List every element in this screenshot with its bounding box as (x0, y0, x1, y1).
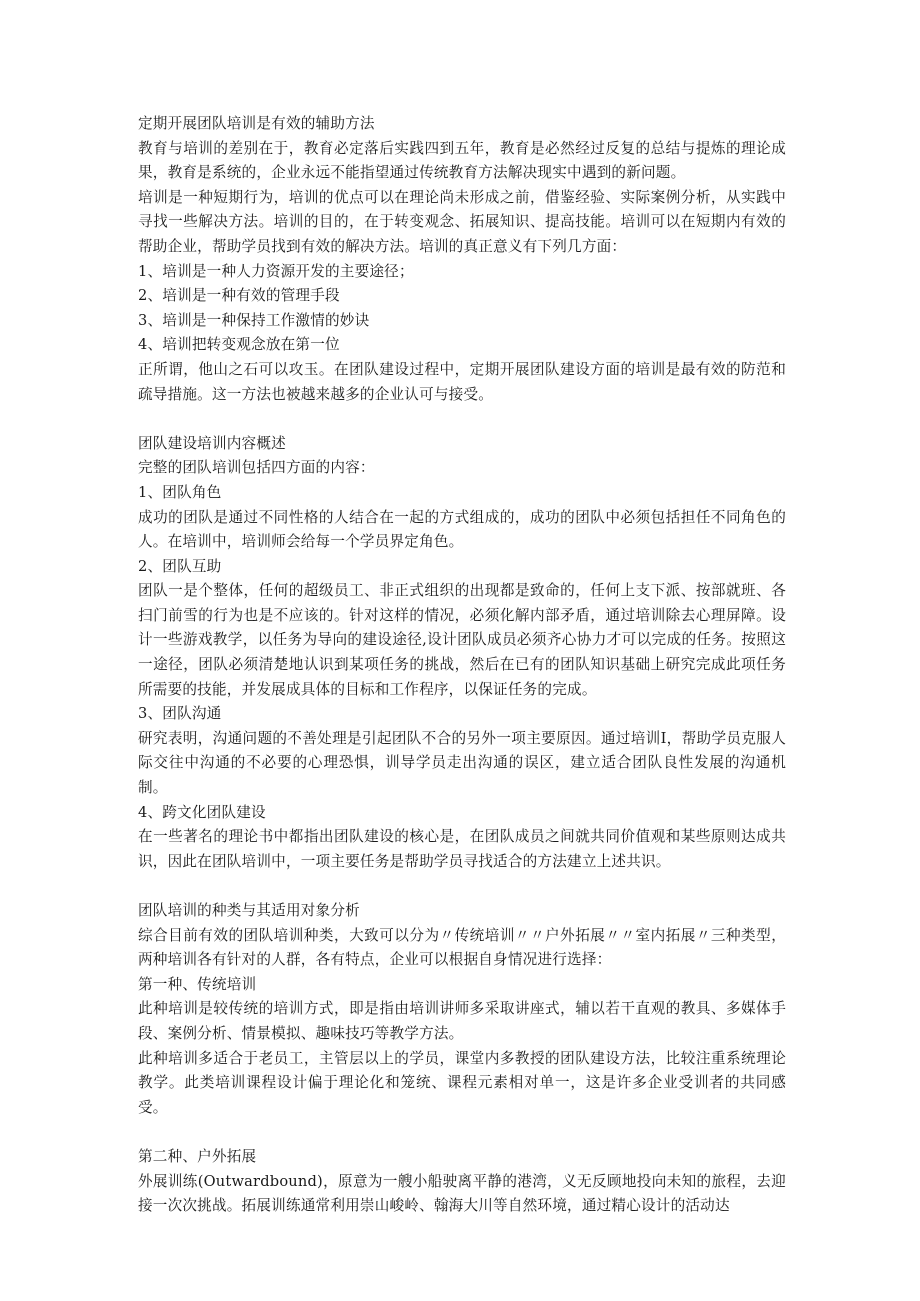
list-item: 4、培训把转变观念放在第一位 (138, 336, 340, 354)
paragraph: 教育与培训的差别在于，教育必定落后实践四到五年，教育是必然经过反复的总结与提炼的理论成果，教育是系统的，企业永远不能指望通过传统教育方法解决现实中遇到的新问题。 (138, 139, 786, 182)
section-heading: 团队培训的种类与其适用对象分析 (138, 902, 360, 919)
paragraph: 研究表明，沟通问题的不善处理是引起团队不合的另外一项主要原因。通过培训I，帮助学员克服人际交往中沟通的不必要的心理恐惧，训导学员走出沟通的误区，建立适合团队良性发展的沟通机制。 (138, 729, 786, 797)
document-body (138, 112, 786, 1219)
paragraph: 培训是一种短期行为，培训的优点可以在理论尚未形成之前，借鉴经验、实际案例分析，从实践中寻找一些解决方法。培训的目的，在于转变观念、拓展知识、提高技能。培训可以在短期内有效的帮助企业，帮助学员找到有效的解决方法。培训的真正意义有下列几方面： (138, 188, 786, 255)
subheading: 3、团队沟通 (138, 705, 222, 723)
subheading: 4、跨文化团队建设 (138, 803, 266, 821)
section-spacer (138, 1120, 786, 1145)
paragraph: 外展训练(Outwardbound)，原意为一艘小船驶离平静的港湾，义无反顾地投向未知的旅程，去迎接一次次挑战。拓展训练通常利用崇山峻岭、翰海大川等自然环境，通过精心设计的活动达 (138, 1172, 786, 1215)
subheading: 1、团队角色 (138, 483, 222, 501)
paragraph: 综合目前有效的团队培训种类，大致可以分为〃传统培训〃〃户外拓展〃〃室内拓展〃三种类型，两种培训各有针对的人群，各有特点，企业可以根据自身情况进行选择： (138, 926, 786, 969)
paragraph: 此种培训多适合于老员工，主管层以上的学员，课堂内多教授的团队建设方法，比较注重系统理论教学。此类培训课程设计偏于理论化和笼统、课程元素相对单一，这是许多企业受训者的共同感受。 (138, 1049, 786, 1116)
list-item: 3、培训是一种保持工作激情的妙诀 (138, 311, 370, 329)
subheading: 2、团队互助 (138, 557, 222, 575)
paragraph: 正所谓，他山之石可以攻玉。在团队建设过程中，定期开展团队建设方面的培训是最有效的防范和疏导措施。这一方法也被越来越多的企业认可与接受。 (138, 360, 786, 403)
list-item: 1、培训是一种人力资源开发的主要途径； (138, 262, 414, 280)
subheading: 第一种、传统培训 (138, 975, 257, 993)
list-item: 2、培训是一种有效的管理手段 (138, 287, 340, 305)
section-heading: 第二种、户外拓展 (138, 1147, 257, 1165)
section-heading: 团队建设培训内容概述 (138, 434, 286, 452)
section-spacer (138, 407, 786, 432)
paragraph: 此种培训是较传统的培训方式，即是指由培训讲师多采取讲座式，辅以若干直观的教具、多媒体手段、案例分析、情景模拟、趣味技巧等教学方法。 (138, 1000, 786, 1042)
section-heading: 定期开展团队培训是有效的辅助方法 (138, 115, 375, 132)
paragraph: 在一些著名的理论书中都指出团队建设的核心是，在团队成员之间就共同价值观和某些原则达成共识，因此在团队培训中，一项主要任务是帮助学员寻找适合的方法建立上述共识。 (138, 828, 786, 870)
paragraph: 完整的团队培训包括四方面的内容： (138, 459, 375, 477)
paragraph: 团队一是个整体，任何的超级员工、非正式组织的出现都是致命的，任何上支下派、按部就班、各扫门前雪的行为也是不应该的。针对这样的情况，必须化解内部矛盾，通过培训除去心理屏障。设计一些游戏教学，以任务为导向的建设途径,设计团队成员必须齐心协力才可以完成的任务。按照这一途径，团队必须清楚地认识到某项任务的挑战，然后在已有的团队知识基础上研究完成此项任务所需要的技能，并发展成具体的目标和工作程序，以保证任务的完成。 (138, 582, 786, 698)
section-spacer (138, 874, 786, 899)
paragraph: 成功的团队是通过不同性格的人结合在一起的方式组成的，成功的团队中必须包括担任不同角色的人。在培训中，培训师会给每一个学员界定角色。 (138, 508, 786, 551)
